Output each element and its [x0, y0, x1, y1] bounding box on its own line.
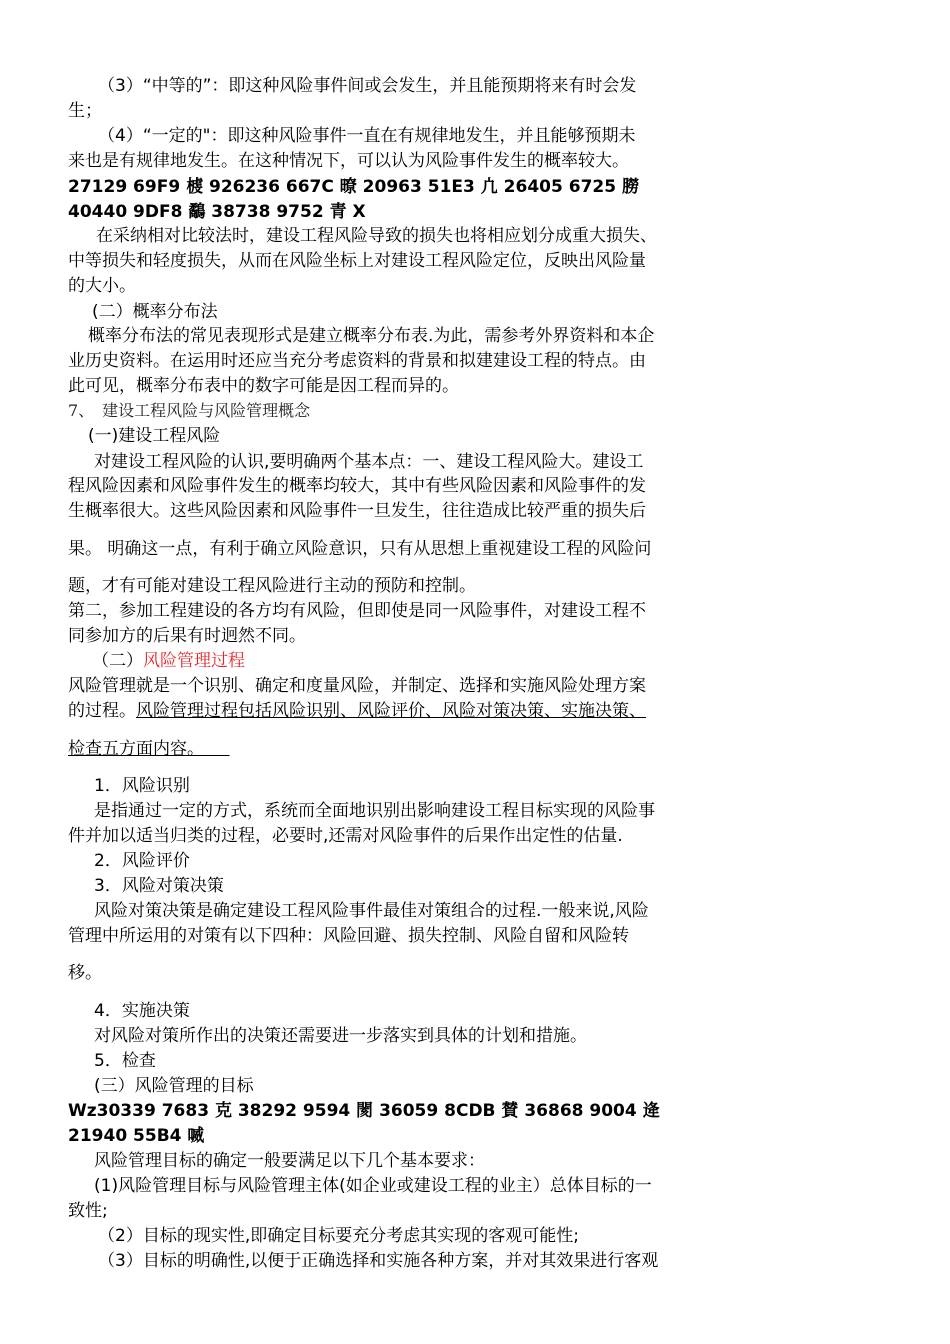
text-line: 在采纳相对比较法时，建设工程风险导致的损失也将相应划分成重大损失、	[96, 226, 657, 246]
text-line: 对风险对策所作出的决策还需要进一步落实到具体的计划和措施。	[94, 1026, 587, 1046]
text-line: 果。 明确这一点，有利于确立风险意识，只有从思想上重视建设工程的风险问	[68, 539, 652, 559]
text-line: 此可见，概率分布表中的数字可能是因工程而异的。	[68, 376, 459, 396]
heading-highlight: 风险管理过程	[143, 651, 245, 671]
text-line: 的大小。	[68, 276, 136, 296]
text-line: 检查五方面内容。	[68, 739, 230, 759]
text-line: （4）“一定的"：即这种风险事件一直在有规律地发生，并且能够预期未	[98, 126, 636, 146]
text-line: （3）“中等的”：即这种风险事件间或会发生，并且能预期将来有时会发	[98, 76, 637, 96]
encoding-line: Wz30339 7683 克 38292 9594 閡 36059 8CDB 賛 36868 9004 逄	[68, 1101, 660, 1121]
heading-prefix: （二）	[92, 651, 143, 671]
section-heading: (二）概率分布法	[92, 302, 218, 322]
text-line: 生；	[68, 101, 102, 121]
encoding-line: 27129 69F9 榩 926236 667C 暸 20963 51E3 凣 26405 6725 朥	[68, 177, 639, 197]
list-heading: 4．实施决策	[94, 1001, 190, 1021]
underlined-segment: 风险管理过程包括风险识别、风险评价、风险对策决策、实施决策、	[136, 701, 646, 721]
text-line: 致性;	[68, 1201, 108, 1221]
text-line: 风险管理目标的确定一般要满足以下几个基本要求：	[94, 1151, 485, 1171]
text-line: 是指通过一定的方式，系统而全面地识别出影响建设工程目标实现的风险事	[94, 801, 655, 821]
text-line: 第二，参加工程建设的各方均有风险，但即使是同一风险事件，对建设工程不	[68, 601, 646, 621]
text-line: 风险管理就是一个识别、确定和度量风险，并制定、选择和实施风险处理方案	[68, 676, 646, 696]
text-segment: 的过程。	[68, 701, 136, 721]
encoding-line: 21940 55B4 喴	[68, 1126, 205, 1146]
section-heading: (一)建设工程风险	[88, 426, 221, 446]
list-heading: 1．风险识别	[94, 776, 190, 796]
section-heading	[92, 649, 245, 673]
list-heading: 5．检查	[94, 1051, 156, 1071]
text-line: 程风险因素和风险事件发生的概率均较大，其中有些风险因素和风险事件的发	[68, 476, 646, 496]
section-heading: (三）风险管理的目标	[94, 1076, 254, 1096]
section-heading: 7、 建设工程风险与风险管理概念	[68, 401, 311, 420]
text-line: 业历史资料。在运用时还应当充分考虑资料的背景和拟建建设工程的特点。由	[68, 351, 646, 371]
text-line: 对建设工程风险的认识,要明确两个基本点：一、建设工程风险大。建设工	[94, 452, 644, 472]
text-line: 移。	[68, 963, 102, 983]
text-line: （3）目标的明确性,以便于正确选择和实施各种方案，并对其效果进行客观	[98, 1251, 659, 1271]
text-line: 生概率很大。这些风险因素和风险事件一旦发生，往往造成比较严重的损失后	[68, 501, 646, 521]
text-line: (1)风险管理目标与风险管理主体(如企业或建设工程的业主）总体目标的一	[94, 1176, 652, 1196]
text-line: 来也是有规律地发生。在这种情况下，可以认为风险事件发生的概率较大。	[68, 151, 629, 171]
list-heading: 3．风险对策决策	[94, 876, 224, 896]
text-line: 件并加以适当归类的过程，必要时,还需对风险事件的后果作出定性的估量.	[68, 826, 623, 846]
list-heading: 2．风险评价	[94, 851, 190, 871]
text-line: 管理中所运用的对策有以下四种：风险回避、损失控制、风险自留和风险转	[68, 926, 629, 946]
text-line	[68, 699, 646, 723]
text-line: 风险对策决策是确定建设工程风险事件最佳对策组合的过程.一般来说,风险	[94, 901, 649, 921]
text-line: 同参加方的后果有时迥然不同。	[68, 626, 306, 646]
text-line: 题，才有可能对建设工程风险进行主动的预防和控制。	[68, 576, 476, 596]
encoding-line: 40440 9DF8 鷸 38738 9752 青 X	[68, 202, 366, 222]
text-line: 中等损失和轻度损失，从而在风险坐标上对建设工程风险定位，反映出风险量	[68, 251, 646, 271]
text-line: 概率分布法的常见表现形式是建立概率分布表.为此，需参考外界资料和本企	[88, 326, 655, 346]
text-line: （2）目标的现实性,即确定目标要充分考虑其实现的客观可能性;	[98, 1226, 579, 1246]
